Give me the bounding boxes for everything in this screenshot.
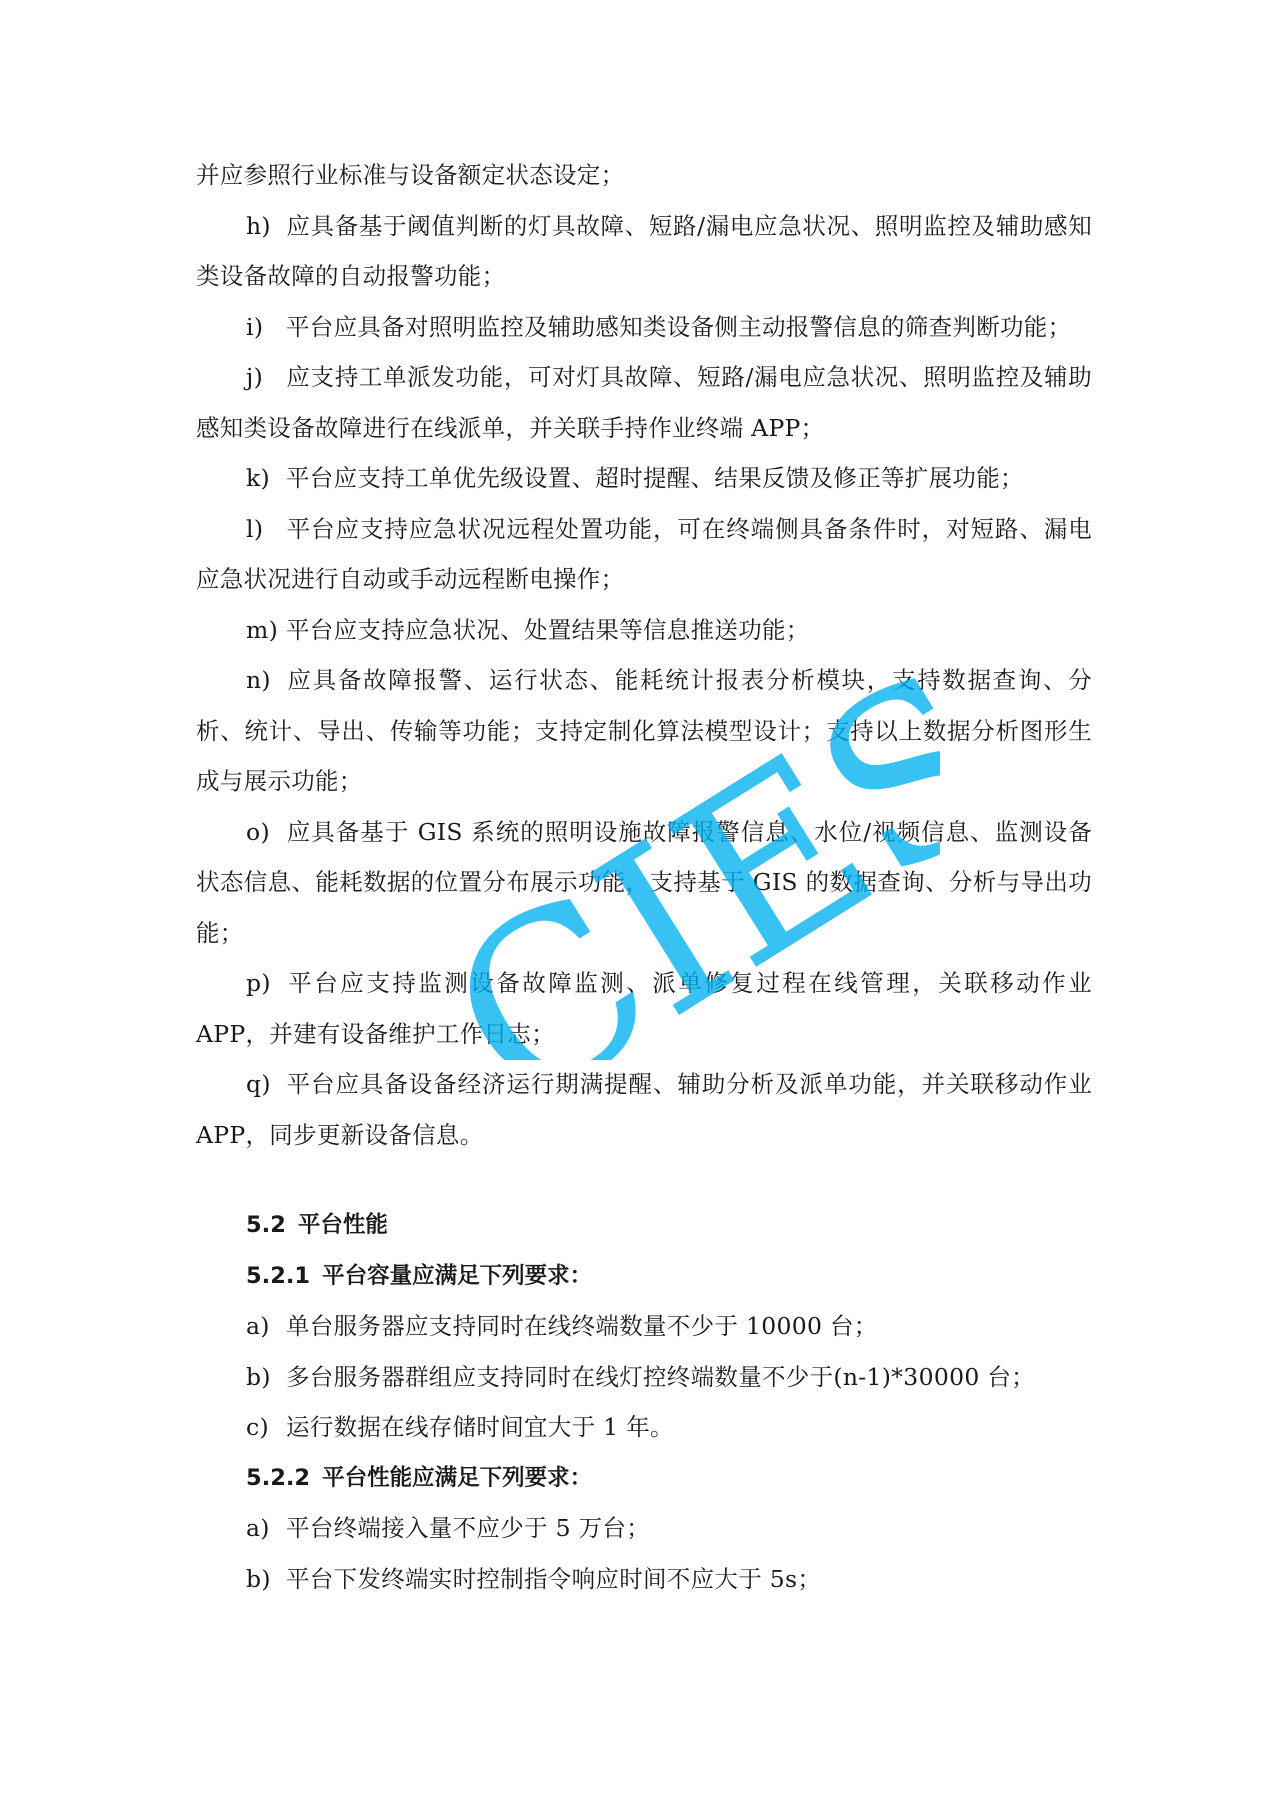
list-item-label: m): [246, 615, 279, 644]
list-item-capacity-a: [196, 1301, 1092, 1352]
section-number: 5.2: [246, 1212, 286, 1238]
list-item-text: 平台应支持应急状况远程处置功能，可在终端侧具备条件时，对短路、漏电应急状况进行自动或手动远程断电操作；: [196, 514, 1092, 593]
list-item-text: 平台应支持应急状况、处置结果等信息推送功能；: [286, 615, 810, 644]
list-item-text: 平台下发终端实时控制指令响应时间不应大于 5s；: [286, 1564, 822, 1593]
section-spacer: [196, 1160, 1092, 1200]
list-item-n: [196, 655, 1092, 807]
list-item-label: a): [246, 1312, 270, 1340]
list-item-l: [196, 504, 1092, 605]
list-item-label: p): [246, 969, 271, 997]
subsection-title: 平台容量应满足下列要求：: [322, 1262, 593, 1289]
list-item-label: k): [246, 464, 271, 492]
list-item-text: 平台终端接入量不应少于 5 万台；: [286, 1514, 650, 1542]
list-item-label: a): [246, 1514, 270, 1542]
subsection-title: 平台性能应满足下列要求：: [322, 1464, 593, 1491]
list-item-m: [196, 605, 1092, 656]
list-item-performance-a: [196, 1503, 1092, 1554]
list-item-capacity-b: [196, 1352, 1092, 1403]
list-item-q: [196, 1059, 1092, 1160]
list-item-label: c): [246, 1413, 269, 1441]
list-item-k: [196, 453, 1092, 504]
list-item-text: 单台服务器应支持同时在线终端数量不少于 10000 台；: [286, 1312, 878, 1340]
list-item-performance-b: [196, 1554, 1092, 1605]
list-item-capacity-c: [196, 1402, 1092, 1453]
paragraph-continuation: 并应参照行业标准与设备额定状态设定；: [196, 161, 625, 189]
list-item-text: 应具备故障报警、运行状态、能耗统计报表分析模块，支持数据查询、分析、统计、导出、传输等功能；支持定制化算法模型设计；支持以上数据分析图形生成与展示功能；: [196, 666, 1092, 795]
list-item-h: [196, 201, 1092, 302]
list-item-p: [196, 958, 1092, 1059]
section-title: 平台性能: [297, 1212, 388, 1238]
list-item-text: 平台应具备设备经济运行期满提醒、辅助分析及派单功能，并关联移动作业 APP，同步更新设备信息。: [196, 1070, 1092, 1149]
subsection-heading-1: [196, 1251, 1092, 1302]
list-item-label: l): [246, 514, 264, 543]
list-item-text: 运行数据在线存储时间宜大于 1 年。: [286, 1413, 674, 1441]
subsection-number: 5.2.1: [246, 1262, 311, 1289]
list-item-text: 应具备基于 GIS 系统的照明设施故障报警信息、水位/视频信息、监测设备状态信息、能耗数据的位置分布展示功能，支持基于 GIS 的数据查询、分析与导出功能；: [196, 817, 1092, 947]
list-item-text: 平台应具备对照明监控及辅助感知类设备侧主动报警信息的筛查判断功能；: [286, 312, 1072, 341]
list-item-text: 平台应支持工单优先级设置、超时提醒、结果反馈及修正等扩展功能；: [286, 464, 1024, 492]
list-item-text: 应具备基于阈值判断的灯具故障、短路/漏电应急状况、照明监控及辅助感知类设备故障的自动报警功能；: [196, 211, 1092, 290]
list-item-label: i): [246, 312, 264, 341]
subsection-number: 5.2.2: [246, 1464, 311, 1491]
list-item-label: j): [246, 363, 264, 391]
list-item-label: b): [246, 1362, 271, 1391]
list-item-label: b): [246, 1564, 271, 1593]
list-item-label: n): [246, 666, 271, 694]
document-body: [196, 150, 1092, 1604]
list-item-i: [196, 302, 1092, 353]
list-item-text: 应支持工单派发功能，可对灯具故障、短路/漏电应急状况、照明监控及辅助感知类设备故障进行在线派单，并关联手持作业终端 APP；: [196, 363, 1092, 442]
list-item-label: q): [246, 1070, 271, 1098]
watermark-text: CIES: [406, 640, 940, 1060]
list-item-o: [196, 807, 1092, 959]
list-item-text: 平台应支持监测设备故障监测、派单修复过程在线管理，关联移动作业 APP，并建有设备维护工作日志；: [196, 969, 1092, 1048]
subsection-heading-2: [196, 1453, 1092, 1504]
list-item-text: 多台服务器群组应支持同时在线灯控终端数量不少于(n-1)*30000 台；: [286, 1362, 1035, 1391]
list-item-label: o): [246, 817, 270, 846]
section-heading: [196, 1200, 1092, 1251]
list-item-label: h): [246, 211, 271, 240]
list-item-j: [196, 352, 1092, 453]
